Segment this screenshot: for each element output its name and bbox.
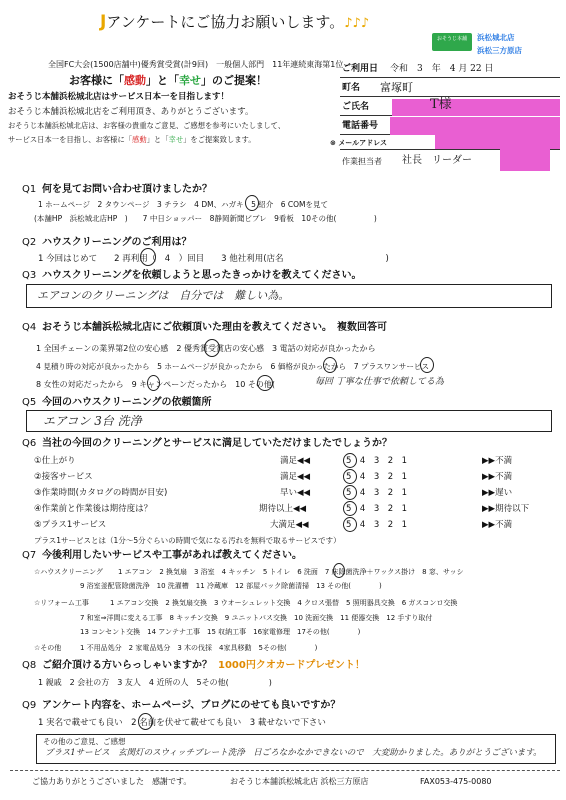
- page-title: Jアンケートにご協力お願いします。♪♪♪: [100, 12, 370, 32]
- answer-circle: [204, 339, 220, 357]
- q4-heading: Q4 おそうじ本舗浜松城北店にご依頼頂いた理由を教えてください。 複数回答可: [22, 322, 387, 333]
- answer-circle: [245, 195, 259, 211]
- answer-circle: [333, 563, 345, 578]
- survey-sheet: Jアンケートにご協力お願いします。♪♪♪ おそうじ本舗 浜松城北店 浜松三方原店 全国FC大会(1500店舗中)優秀賞受賞(計9回) 一般個人部門 11年連続東海第1位 お客様に「感動」と「幸せ」のご提案！ おそうじ本舗浜松城北店はサービス日本一を目指します！ おそうじ本舗浜松城北店をご利用頂き、ありがとうございます。 おそうじ本舗浜松城北店は、お客様の貴重なご意見、ご感想を参考にいたしまして、 サービス日本一を目指し、お客様に「感動」と「幸せ」をご提案致します。 ご利用日 令和 3 年 4 月 22 日 町名 富塚町 ご氏名 T様 電話番号 ⊗ メールアドレス 作業担当者 社長 リーダー Q1 何を見てお問い合わせ頂けましたか？ 1 ホームページ 2 タウンページ 3 チラシ 4 DM、ハガキ 5 紹介 6 COMを見て (本舗HP 浜松城北店HP ) 7 中日ショッパー 8静岡新聞ビブレ 9看板 10その他( ) Q2 ハウスクリーニングのご利用は？ 1 今回はじめて 2 再利用（ 4 ）回目 3 他社利用(店名 ) Q3 ハウスクリーニングを依頼しようと思ったきっかけを教えてください。 エアコンのクリーニングは 自分では 難しい為。 Q4 おそうじ本舗浜松城北店にご依頼頂いた理由を教えてください。 複数回答可 1 全国チェーンの業界第2位の安心感 2 優秀賞受賞店の安心感 3 電話の対応が良かったから 4 見積り時の対応が良かったから 5 ホームページが良かったから 6 価格が良かったから 7 プラスワンサービス 8 女性の対応だったから 9 キャンペーンだったから 10 その他( 毎回 丁寧な仕事で依頼してる為 Q5 今回のハウスクリーニングの依頼箇所 エアコン 3台 洗浄 Q6 当社の今回のクリーニングとサービスに満足していただけましたでしょうか？ ①仕上がり 満足◀◀ 5 4 3 2 1 ▶▶不満 ②接客サービス 満足◀◀ 5 4 3 2 1 ▶▶不満 ③作業時間(カタログの時間が目安) 早い◀◀ 5 4 3 2 1 ▶▶遅い ④作業前と作業後は期待度は？ 期待以上◀◀ 5 4 3 2 1 ▶▶期待以下 ⑤プラス1サービス 大満足◀◀ 5 4 3 2 1 ▶▶不満 プラス1サービスとは（1分～5分ぐらいの時間で気になる汚れを無料で取るサービスです） Q7 今後利用したいサービスや工事があれば教えてください。 ☆ハウスクリーニング 1 エアコン 2 換気扇 3 浴室 4 キッチン 5 トイレ 6 洗面 7 床除菌洗浄＋ワックス掛け 8 窓、サッシ 9 浴室釜配管除菌洗浄 10 洗濯槽 11 冷蔵庫 12 部屋パック除菌清掃 13 その他( ) ☆リフォーム工事 1 エアコン交換 2 換気扇交換 3 ウオーシュレット交換 4 クロス張替 5 照明器具交換 6 ガスコンロ交換 7 和室⇒洋間に変える工事 8 キッチン交換 9 ユニットバス交換 10 洗面交換 11 便器交換 12 手すり取付 13 コンセント交換 14 アンテナ工事 15 収納工事 16家電修理 17その他( ) ☆その他 1 不用品処分 2 家電品処分 3 木の伐採 4家具移動 5その他( ) Q8 ご紹介頂ける方いらっしゃいますか？ 1000円クオカードプレゼント！ 1 親戚 2 会社の方 3 友人 4 近所の人 5その他( ) Q9 アンケート内容を、ホームページ、ブログにのせても良いですか？ 1 実名で載せても良い 2 名前を伏せて載せても良い 3 載せないで下さい その他のご意見、ご感想 プラス1サービス 玄関灯のスウィッチプレート洗浄 日ごろなかなかできないので 大変助かりました。ありがとうございます。 ご協力ありがとうございました 感謝です。 おそうじ本舗浜松城北店 浜松三方原店 FAX053-475-0080: [0, 0, 566, 800]
- shop-logo: おそうじ本舗: [432, 33, 472, 51]
- rating-row: ①仕上がり 満足◀◀ 5 4 3 2 1 ▶▶不満: [34, 456, 513, 466]
- q7-heading: Q7 今後利用したいサービスや工事があれば教えてください。: [22, 550, 302, 561]
- redaction-block: [500, 149, 550, 171]
- mail-label: ⊗ メールアドレス: [330, 138, 387, 147]
- q8-heading: Q8 ご紹介頂ける方いらっしゃいますか？ 1000円クオカードプレゼント！: [22, 660, 365, 671]
- q3-answer-box: エアコンのクリーニングは 自分では 難しい為。: [26, 284, 552, 308]
- intro-block: 全国FC大会(1500店舗中)優秀賞受賞(計9回) 一般個人部門 11年連続東海第1位 お客様に「感動」と「幸せ」のご提案！ おそうじ本舗浜松城北店はサービス日本一を目指します！ おそうじ本舗浜松城北店をご利用頂き、ありがとうございます。 おそうじ本舗浜松城北店は、お客様の貴重なご意見、ご感想を参考にいたしまして、 サービス日本一を目指し、お客様に「感動」と「幸せ」をご提案致します。: [8, 60, 344, 144]
- customer-info-form: [330, 59, 560, 169]
- phone-row: 電話番号: [340, 116, 560, 135]
- answer-circle: [343, 453, 357, 468]
- q2-heading: Q2 ハウスクリーニングのご利用は？: [22, 237, 192, 248]
- branch-names: 浜松城北店 浜松三方原店: [477, 33, 522, 55]
- intro-closing: サービス日本一を目指し、お客様に「感動」と「幸せ」をご提案致します。: [8, 134, 256, 144]
- q3-heading: Q3 ハウスクリーニングを依頼しようと思ったきっかけを教えてください。: [22, 270, 362, 281]
- answer-circle: [343, 469, 357, 484]
- answer-circle: [343, 501, 357, 516]
- comment-box: その他のご意見、ご感想 プラス1サービス 玄関灯のスウィッチプレート洗浄 日ごろなかなかできないので 大変助かりました。ありがとうございます。: [36, 734, 556, 764]
- name-row: ご氏名 T様: [340, 97, 560, 116]
- q5-heading: Q5 今回のハウスクリーニングの依頼箇所: [22, 397, 212, 408]
- answer-circle: [323, 357, 337, 373]
- rating-row: ⑤プラス1サービス 大満足◀◀ 5 4 3 2 1 ▶▶不満: [34, 520, 513, 530]
- answer-circle: [138, 713, 153, 730]
- redaction-block: [435, 135, 560, 149]
- music-notes-icon: ♪♪♪: [344, 16, 370, 31]
- answer-circle: [343, 485, 357, 500]
- answer-circle: [257, 375, 273, 391]
- answer-circle: [147, 375, 160, 391]
- mail-row: [330, 135, 560, 150]
- answer-circle: [343, 517, 357, 532]
- answer-circle: [140, 248, 156, 266]
- date-row: ご利用日 令和 3 年 4 月 22 日: [340, 59, 560, 78]
- rating-row: ②接客サービス 満足◀◀ 5 4 3 2 1 ▶▶不満: [34, 472, 513, 482]
- intro-tagline: お客様に「感動」と「幸せ」のご提案！: [69, 73, 267, 87]
- rating-row: ③作業時間(カタログの時間が目安) 早い◀◀ 5 4 3 2 1 ▶▶遅い: [34, 488, 513, 498]
- q9-heading: Q9 アンケート内容を、ホームページ、ブログにのせても良いですか？: [22, 700, 341, 711]
- rating-row: ④作業前と作業後は期待度は？ 期待以上◀◀ 5 4 3 2 1 ▶▶期待以下: [34, 504, 530, 514]
- town-row: 町名 富塚町: [340, 78, 560, 97]
- q6-heading: Q6 当社の今回のクリーニングとサービスに満足していただけましたでしょうか？: [22, 438, 392, 449]
- answer-circle: [420, 357, 434, 373]
- redaction-block: [390, 117, 560, 135]
- redaction-block: [392, 99, 560, 116]
- footer: ご協力ありがとうございました 感謝です。 おそうじ本舗浜松城北店 浜松三方原店 FAX053-475-0080: [10, 770, 560, 777]
- q1-heading: Q1 何を見てお問い合わせ頂けましたか？: [22, 184, 212, 195]
- q5-answer-box: エアコン 3台 洗浄: [26, 410, 552, 432]
- staff-row: 作業担当者 社長 リーダー: [340, 150, 560, 169]
